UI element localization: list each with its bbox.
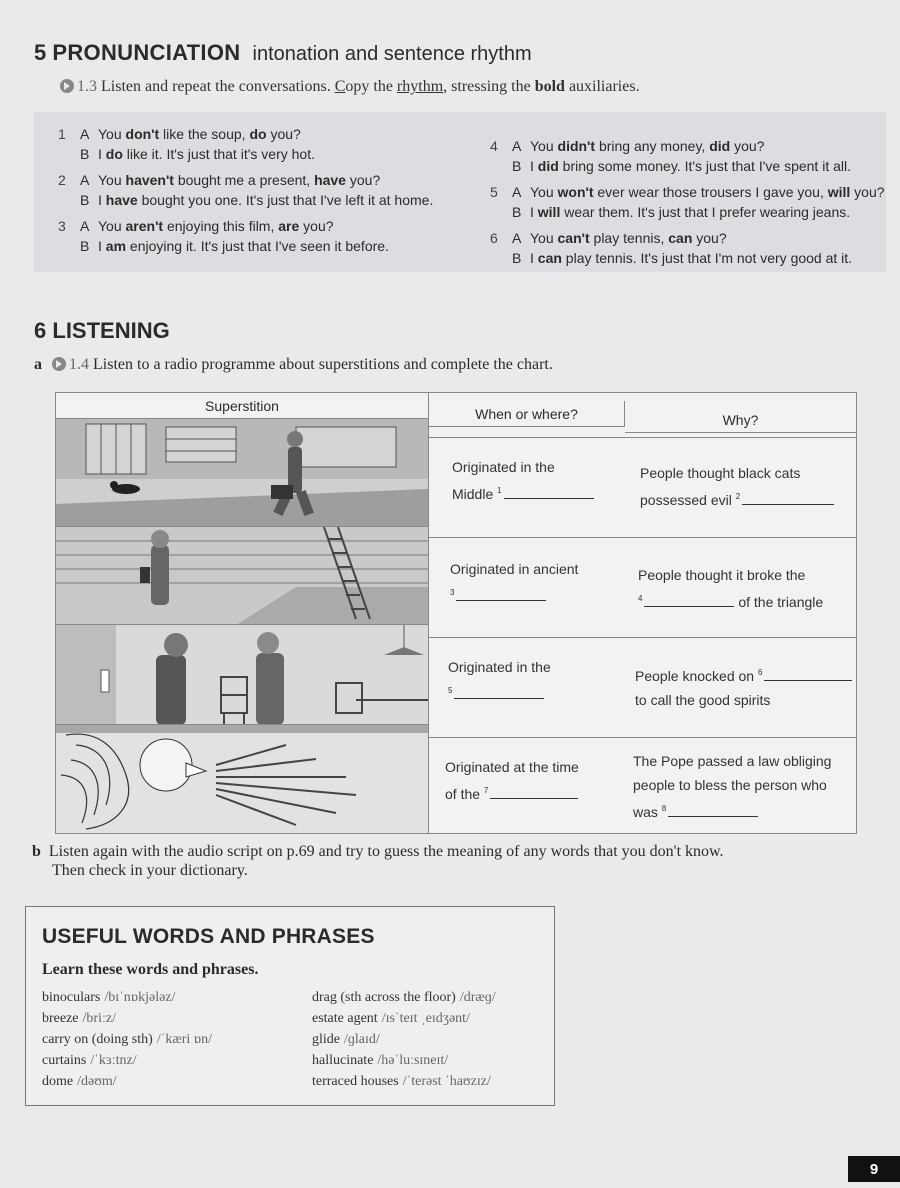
word-entry xyxy=(312,1071,496,1092)
bold-auxiliary: can xyxy=(668,230,693,246)
speaker: A xyxy=(512,138,522,154)
phonetic: /ɪsˈteɪt ˌeɪdʒənt/ xyxy=(381,1011,470,1026)
section-5-title xyxy=(34,40,532,66)
part-a-instruction xyxy=(34,356,553,374)
superstitions-chart xyxy=(55,392,857,834)
text: like the soup, xyxy=(159,126,250,142)
bold-auxiliary: have xyxy=(105,192,138,208)
speaker: B xyxy=(80,146,90,162)
text: like it. It's just that it's very hot. xyxy=(122,146,315,162)
word-entry xyxy=(42,1071,212,1092)
cell-text: was xyxy=(633,804,658,820)
useful-words-title: USEFUL WORDS AND PHRASES xyxy=(42,925,375,948)
cell-text: Originated at the time xyxy=(445,759,579,775)
row-divider xyxy=(428,437,856,438)
bold-auxiliary: haven't xyxy=(125,172,174,188)
bold-auxiliary: didn't xyxy=(557,138,596,154)
text: You xyxy=(530,230,558,246)
cell-text: Middle xyxy=(452,486,494,502)
cell-text: Originated in the xyxy=(452,459,555,475)
row-divider xyxy=(428,737,856,738)
instruction-text: , stressing the xyxy=(443,78,535,95)
conversation xyxy=(58,216,433,256)
conversation-line xyxy=(58,170,433,190)
word: breeze xyxy=(42,1011,79,1026)
word-entry xyxy=(42,1008,212,1029)
audio-icon[interactable] xyxy=(52,357,66,371)
text: You xyxy=(98,126,126,142)
why-cell xyxy=(640,461,834,512)
section-subheading: intonation and sentence rhythm xyxy=(252,43,532,65)
bold-auxiliary: am xyxy=(105,238,127,254)
blank-number: 7 xyxy=(483,786,489,795)
speaker: A xyxy=(80,218,90,234)
when-cell xyxy=(448,655,551,706)
word-entry xyxy=(312,987,496,1008)
conversation xyxy=(58,170,433,210)
conversations-right-column xyxy=(490,136,885,274)
cell-text: People thought black cats xyxy=(640,465,801,481)
speaker: B xyxy=(80,192,90,208)
phonetic: /bɪˈnɒkjələz/ xyxy=(104,990,176,1005)
blank-number: 8 xyxy=(661,804,667,813)
conversation-line xyxy=(490,182,885,202)
text: enjoying it. It's just that I've seen it before. xyxy=(126,238,389,254)
text: You xyxy=(530,138,558,154)
column-divider xyxy=(428,393,429,833)
conversation-line xyxy=(58,124,433,144)
instruction-text: rhythm xyxy=(396,78,444,95)
cell-text: of the xyxy=(445,786,481,802)
phonetic: /dəʊm/ xyxy=(77,1074,117,1089)
blank-number: 2 xyxy=(735,492,741,501)
text: You xyxy=(530,184,558,200)
word-entry xyxy=(42,1050,212,1071)
when-cell xyxy=(452,455,594,506)
phonetic: /ˈkɜːtnz/ xyxy=(90,1053,137,1068)
text: I xyxy=(530,250,538,266)
instruction-text: opy the xyxy=(345,78,397,95)
answer-blank-3[interactable] xyxy=(456,586,546,601)
text: you? xyxy=(850,184,885,200)
text: You xyxy=(98,218,126,234)
text: you? xyxy=(266,126,301,142)
blank-number: 5 xyxy=(448,686,453,695)
bold-auxiliary: don't xyxy=(125,126,160,142)
bold-auxiliary: do xyxy=(249,126,267,142)
useful-words-box xyxy=(25,906,555,1106)
bold-auxiliary: can't xyxy=(557,230,590,246)
blank-number: 3 xyxy=(450,588,455,597)
phonetic: /həˈluːsɪneɪt/ xyxy=(377,1053,449,1068)
header-when: When or where? xyxy=(429,401,625,427)
ladder-illustration xyxy=(56,527,428,625)
blank-number: 4 xyxy=(638,594,643,603)
text: I xyxy=(98,238,106,254)
answer-blank-8[interactable] xyxy=(668,802,758,817)
text: you? xyxy=(299,218,334,234)
word-entry xyxy=(312,1029,496,1050)
section-6-title xyxy=(34,318,170,344)
word: hallucinate xyxy=(312,1053,374,1068)
word: carry on (doing sth) xyxy=(42,1032,153,1047)
answer-blank-4[interactable] xyxy=(644,592,734,607)
row-divider xyxy=(428,537,856,538)
phonetic: /briːz/ xyxy=(82,1011,116,1026)
instruction-text: Listen again with the audio script on p.69 and try to guess the meaning of any words that you don't know. xyxy=(48,843,724,860)
conversation xyxy=(490,136,885,176)
speaker: B xyxy=(512,204,522,220)
word-entry xyxy=(312,1050,496,1071)
word-list-right xyxy=(312,987,496,1092)
conversation-line xyxy=(58,190,433,210)
conversation-line xyxy=(490,202,885,222)
conversation-line xyxy=(490,156,885,176)
speaker: B xyxy=(512,158,522,174)
instruction-text: bold xyxy=(534,78,565,95)
text: I xyxy=(530,204,538,220)
cell-text: Originated in the xyxy=(448,659,551,675)
instruction-text: Then check in your dictionary. xyxy=(52,862,248,879)
blank-number: 1 xyxy=(497,486,502,495)
text: bought you one. It's just that I've left it at home. xyxy=(137,192,434,208)
cell-text: of the triangle xyxy=(738,594,824,610)
conversation-line xyxy=(58,236,433,256)
section-heading: LISTENING xyxy=(52,318,170,343)
text: I xyxy=(98,146,106,162)
why-cell xyxy=(638,563,823,614)
item-number: 3 xyxy=(58,218,66,234)
track-number: 1.3 xyxy=(77,78,97,95)
when-cell xyxy=(445,755,579,806)
item-number: 4 xyxy=(490,138,498,154)
speaker: A xyxy=(512,184,522,200)
cell-text: People knocked on xyxy=(635,668,755,684)
why-cell xyxy=(633,749,831,824)
phonetic: /ˈkæri ɒn/ xyxy=(156,1032,212,1047)
instruction-text: auxiliaries. xyxy=(564,78,640,95)
answer-blank-2[interactable] xyxy=(742,490,834,505)
cell-text: The Pope passed a law obliging xyxy=(633,753,832,769)
text: you? xyxy=(345,172,381,188)
phonetic: /ˈterəst ˈhaʊzɪz/ xyxy=(402,1074,491,1089)
conversation xyxy=(58,124,433,164)
cell-text: to call the good spirits xyxy=(635,692,771,708)
answer-blank-5[interactable] xyxy=(454,684,544,699)
item-number: 1 xyxy=(58,126,66,142)
pronunciation-instruction xyxy=(60,78,640,96)
knock-on-wood-illustration xyxy=(56,625,428,725)
bold-auxiliary: do xyxy=(105,146,123,162)
row-divider xyxy=(428,637,856,638)
sneeze-illustration xyxy=(56,725,428,833)
text: you? xyxy=(730,138,765,154)
instruction-text: Listen to a radio programme about superstitions and complete the chart. xyxy=(93,356,553,373)
text: enjoying this film, xyxy=(163,218,279,234)
header-why: Why? xyxy=(625,407,856,433)
useful-words-subtitle: Learn these words and phrases. xyxy=(42,961,259,978)
conversations-left-column xyxy=(58,124,433,262)
conversation-line xyxy=(58,216,433,236)
section-heading: PRONUNCIATION xyxy=(52,40,241,65)
bold-auxiliary: will xyxy=(827,184,851,200)
part-label: a xyxy=(34,356,42,373)
speaker: A xyxy=(80,126,90,142)
cell-text: Originated in ancient xyxy=(450,561,579,577)
answer-blank-1[interactable] xyxy=(504,484,594,499)
conversations-box xyxy=(34,112,886,272)
bold-auxiliary: did xyxy=(537,158,559,174)
when-cell xyxy=(450,557,578,608)
text: play tennis. It's just that I'm not very good at it. xyxy=(561,250,853,266)
text: I xyxy=(530,158,538,174)
word-entry xyxy=(42,987,212,1008)
section-number: 6 xyxy=(34,318,47,343)
speaker: A xyxy=(512,230,522,246)
instruction-text: C xyxy=(334,78,346,95)
text: I xyxy=(98,192,106,208)
cell-text: people to bless the person who xyxy=(633,777,827,793)
word-list-left xyxy=(42,987,212,1092)
text: play tennis, xyxy=(589,230,669,246)
bold-auxiliary: can xyxy=(537,250,562,266)
blank-number: 6 xyxy=(757,668,763,677)
phonetic: /dræɡ/ xyxy=(459,990,496,1005)
text: bring any money, xyxy=(595,138,710,154)
item-number: 2 xyxy=(58,172,66,188)
why-cell xyxy=(635,661,852,712)
part-b-instruction xyxy=(32,842,724,880)
speaker: A xyxy=(80,172,90,188)
conversation-line xyxy=(490,136,885,156)
item-number: 6 xyxy=(490,230,498,246)
phonetic: /ɡlaɪd/ xyxy=(344,1032,380,1047)
text: bought me a present, xyxy=(173,172,315,188)
word: dome xyxy=(42,1074,74,1089)
instruction-text: Listen and repeat the conversations. xyxy=(101,78,335,95)
word: estate agent xyxy=(312,1011,378,1026)
part-label: b xyxy=(32,843,41,860)
conversation xyxy=(490,182,885,222)
track-number: 1.4 xyxy=(69,356,89,373)
text: You xyxy=(98,172,126,188)
bold-auxiliary: are xyxy=(278,218,300,234)
word: terraced houses xyxy=(312,1074,399,1089)
speaker: B xyxy=(80,238,90,254)
bold-auxiliary: did xyxy=(709,138,731,154)
bold-auxiliary: have xyxy=(314,172,346,188)
answer-blank-7[interactable] xyxy=(490,784,578,799)
item-number: 5 xyxy=(490,184,498,200)
conversation-line xyxy=(490,228,885,248)
word: glide xyxy=(312,1032,340,1047)
word: drag (sth across the floor) xyxy=(312,990,456,1005)
word-entry xyxy=(312,1008,496,1029)
text: ever wear those trousers I gave you, xyxy=(593,184,828,200)
page-number: 9 xyxy=(848,1156,900,1182)
word-entry xyxy=(42,1029,212,1050)
conversation-line xyxy=(490,248,885,268)
black-cat-illustration xyxy=(56,419,428,527)
audio-icon[interactable] xyxy=(60,79,74,93)
bold-auxiliary: aren't xyxy=(125,218,164,234)
bold-auxiliary: won't xyxy=(557,184,594,200)
cell-text: possessed evil xyxy=(640,492,732,508)
conversation xyxy=(490,228,885,268)
answer-blank-6[interactable] xyxy=(764,666,852,681)
text: you? xyxy=(692,230,727,246)
section-number: 5 xyxy=(34,40,47,65)
cell-text: People thought it broke the xyxy=(638,567,806,583)
speaker: B xyxy=(512,250,522,266)
word: curtains xyxy=(42,1053,87,1068)
word: binoculars xyxy=(42,990,101,1005)
text: wear them. It's just that I prefer wearing jeans. xyxy=(560,204,851,220)
conversation-line xyxy=(58,144,433,164)
header-superstition: Superstition xyxy=(56,393,429,419)
text: bring some money. It's just that I've spent it all. xyxy=(558,158,851,174)
bold-auxiliary: will xyxy=(537,204,561,220)
